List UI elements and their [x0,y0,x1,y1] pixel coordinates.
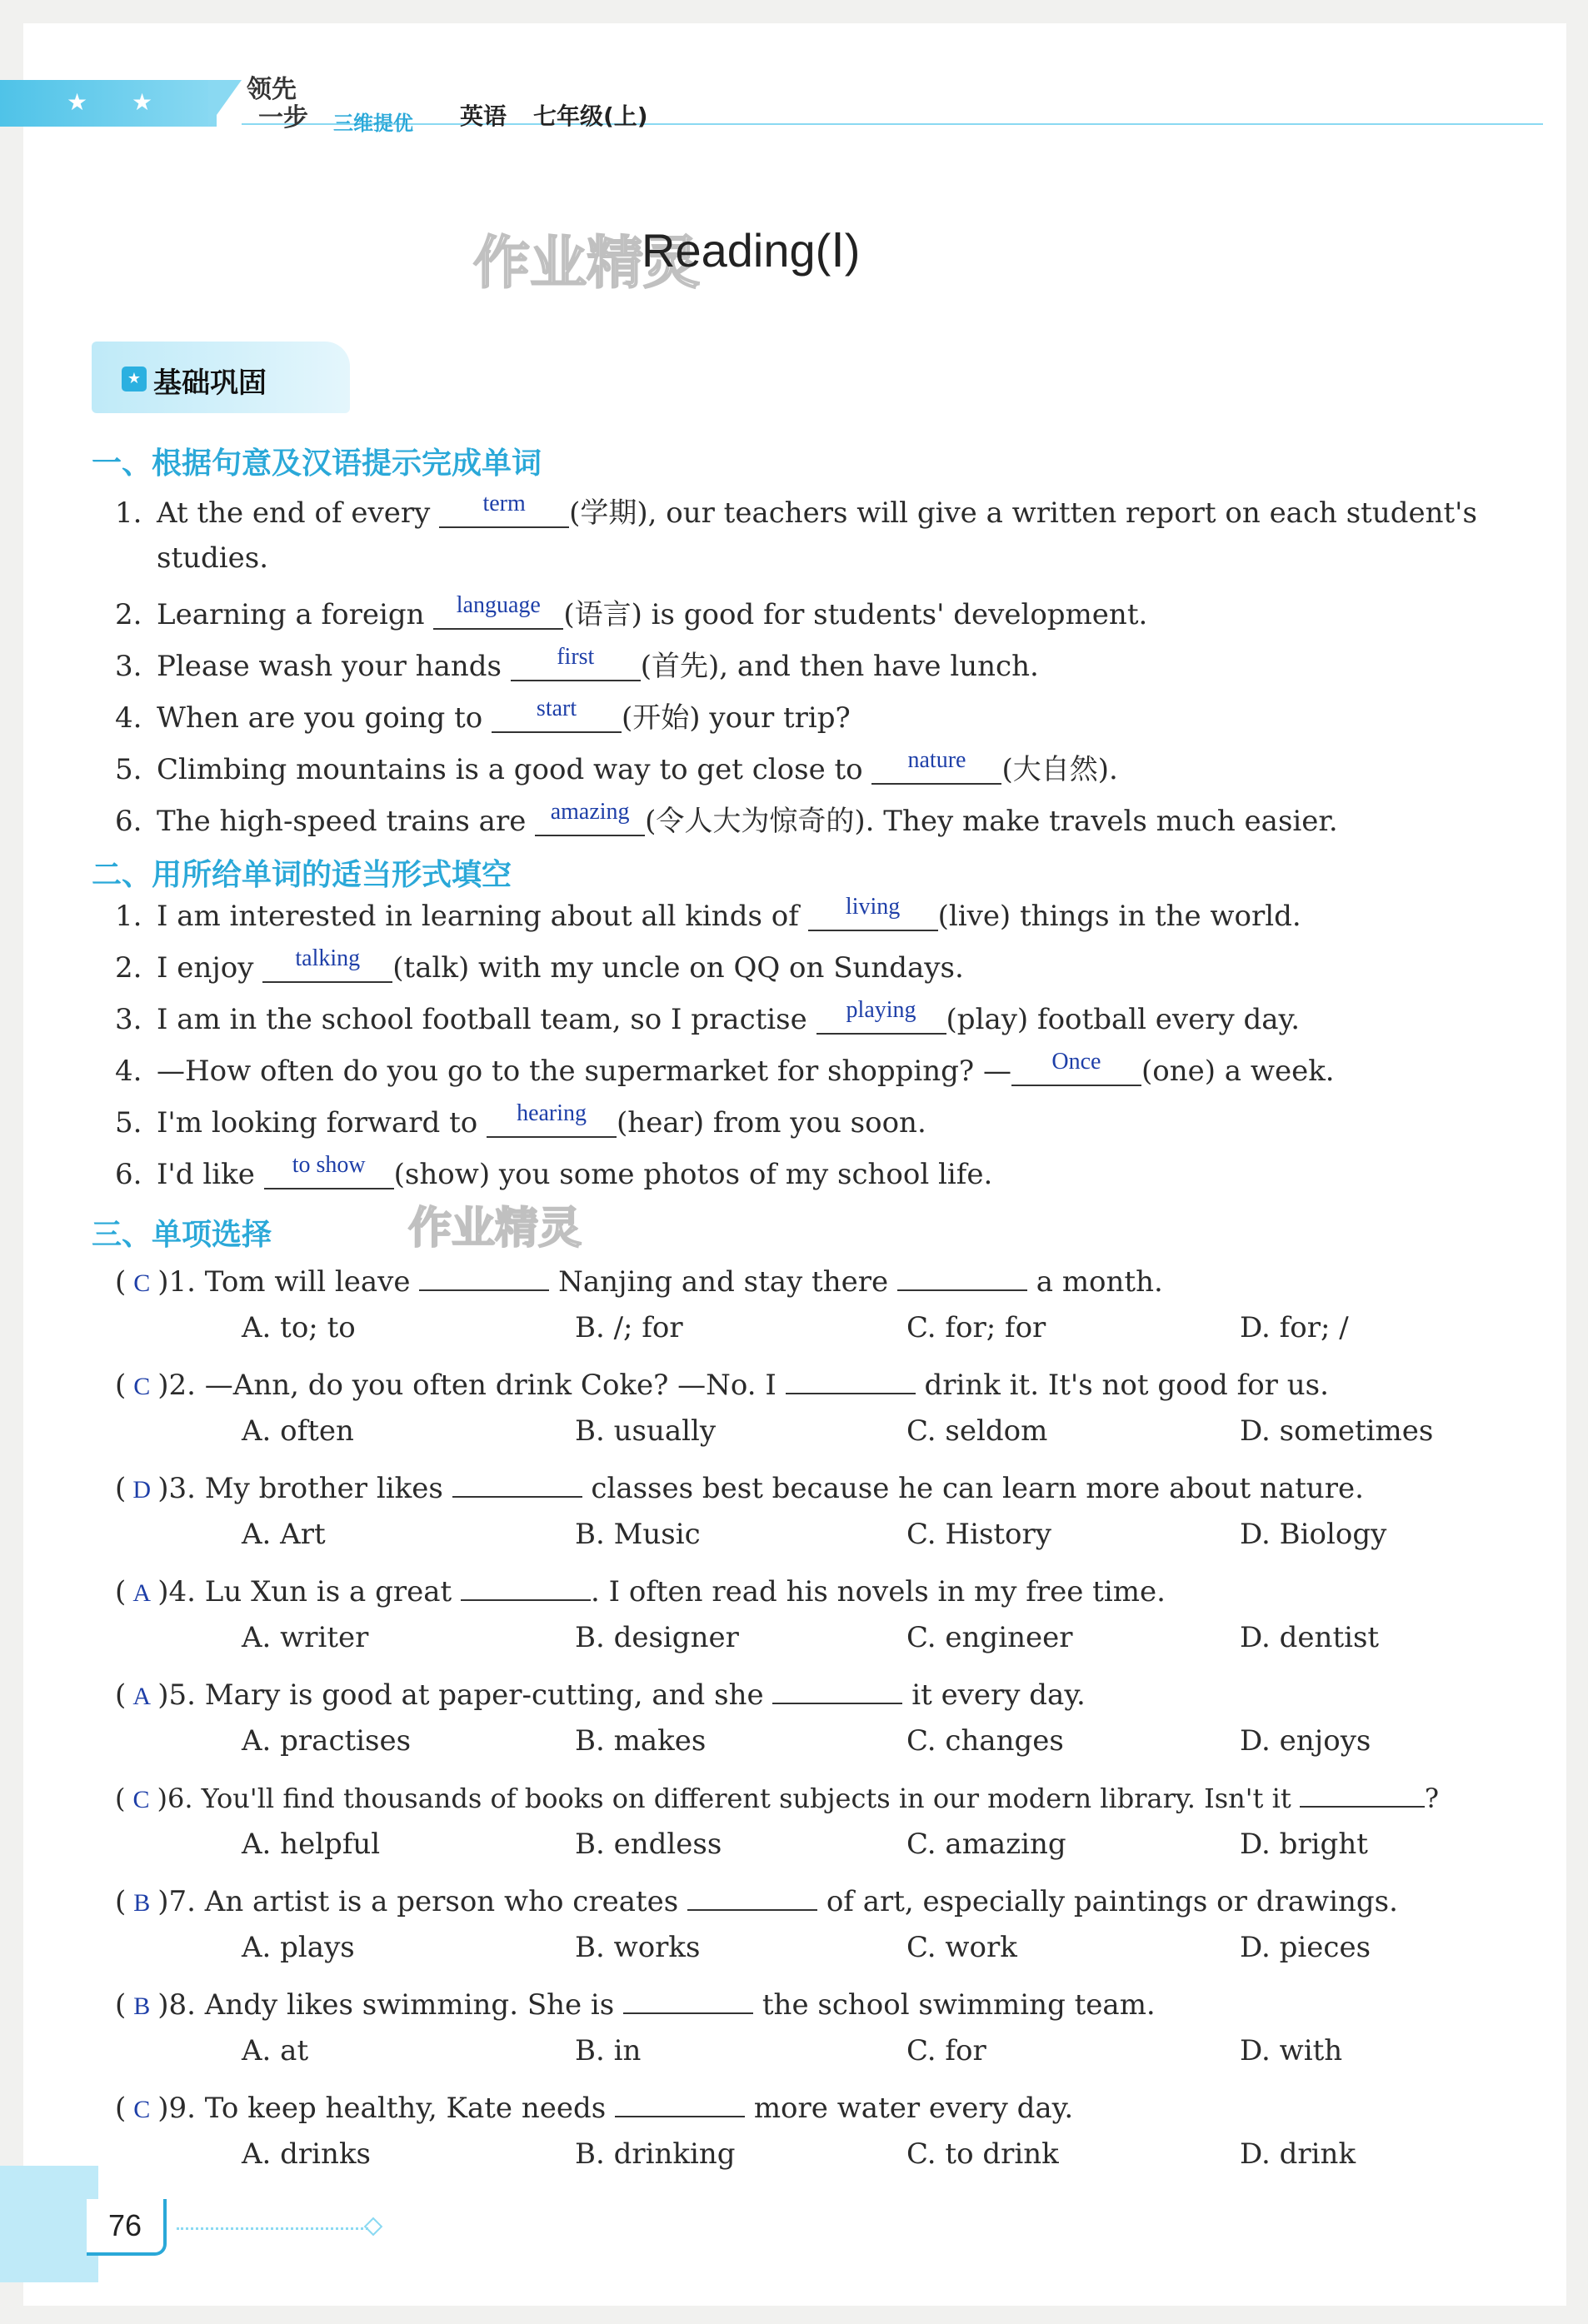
s2-item-2: 2. I enjoy $^{talking}$ (talk) with my uncle on QQ on Sundays. [115,945,964,985]
brand-top: 领先 [247,75,297,104]
option: A. often [242,1414,354,1448]
option: D. enjoys [1240,1724,1371,1758]
section1-heading: 一、根据句意及汉语提示完成单词 [92,446,542,481]
option: C. for; for [906,1311,1046,1344]
option: B. /; for [575,1311,683,1344]
option: C. for [906,2034,986,2067]
option: C. work [906,1931,1017,1964]
footer-dots [177,2227,368,2230]
option: A. practises [242,1724,412,1758]
s3-item-5: ( A )5. Mary is good at paper-cutting, and she it every day. [115,1673,1086,1712]
option: D. for; / [1240,1311,1349,1344]
footer-bar [0,2166,98,2282]
s1-item-5: 5. Climbing mountains is a good way to get close to $^{nature}$ (大自然). [115,747,1118,786]
option: A. writer [242,1621,369,1654]
option: D. dentist [1240,1621,1380,1654]
option: A. helpful [242,1828,381,1861]
option: B. designer [575,1621,739,1654]
s2-item-5: 5. I'm looking forward to $^{hearing}$ (hear) from you soon. [115,1100,926,1140]
page-title: Reading(Ⅰ) [642,224,861,277]
section3-heading: 三、单项选择 [92,1218,272,1252]
s1-item-6: 6. The high-speed trains are $^{amazing}$ (令人大为惊奇的). They make travels much easier. [115,799,1338,838]
s3-item-1: ( C )1. Tom will leave Nanjing and stay there a month. [115,1259,1163,1299]
option: B. Music [575,1518,701,1551]
s1-item-1-cont: studies. [157,541,269,575]
s3-item-8: ( B )8. Andy likes swimming. She is the school swimming team. [115,1982,1156,2022]
s3-item-7: ( B )7. An artist is a person who creates of art, especially paintings or drawings. [115,1879,1398,1918]
s2-item-1: 1. I am interested in learning about all kinds of $^{living}$ (live) things in the world. [115,894,1301,933]
s3-item-4: ( A )4. Lu Xun is a great . I often read his novels in my free time. [115,1569,1166,1608]
option: D. drink [1240,2137,1356,2171]
option: A. drinks [242,2137,372,2171]
option: B. works [575,1931,701,1964]
s1-item-3: 3. Please wash your hands $^{first}$ (首先), and then have lunch. [115,644,1039,683]
option: D. Biology [1240,1518,1387,1551]
s3-item-6: ( C )6. You'll find thousands of books on different subjects in our modern library. Isn't it ? [115,1776,1439,1814]
option: A. Art [242,1518,326,1551]
s1-item-4: 4. When are you going to $^{start}$ (开始) your trip? [115,696,851,735]
header-rule [242,123,1543,125]
option: C. History [906,1518,1051,1551]
option: C. changes [906,1724,1064,1758]
option: A. at [242,2034,309,2067]
option: B. drinking [575,2137,736,2171]
option: B. makes [575,1724,707,1758]
option: C. amazing [906,1828,1066,1861]
page-number: 76 [87,2199,167,2256]
s2-item-6: 6. I'd like $^{to show}$ (show) you some photos of my school life. [115,1152,993,1191]
header-slant [208,80,242,127]
option: C. to drink [906,2137,1059,2171]
option: B. usually [575,1414,717,1448]
s2-item-4: 4. —How often do you go to the supermarket for shopping? — $^{Once}$ (one) a week. [115,1049,1335,1088]
option: C. engineer [906,1621,1073,1654]
option: D. bright [1240,1828,1368,1861]
option: D. sometimes [1240,1414,1434,1448]
s2-item-3: 3. I am in the school football team, so I practise $^{playing}$ (play) football every day. [115,997,1301,1036]
option: A. to; to [242,1311,356,1344]
watermark: 作业精灵 [473,231,701,297]
s3-item-3: ( D )3. My brother likes classes best because he can learn more about nature. [115,1466,1364,1505]
section2-heading: 二、用所给单词的适当形式填空 [92,858,512,892]
brand-mid: 一步 [258,103,308,132]
option: B. in [575,2034,642,2067]
subject: 英语 [460,102,507,130]
badge-label: 基础巩固 [153,367,267,400]
star-badge-icon: ★ [122,367,147,391]
option: B. endless [575,1828,722,1861]
s3-item-2: ( C )2. —Ann, do you often drink Coke? —No. I drink it. It's not good for us. [115,1363,1329,1402]
s1-item-1: 1. At the end of every $^{term}$ (学期), our teachers will give a written report on each student's [115,491,1477,530]
s3-item-9: ( C )9. To keep healthy, Kate needs more water every day. [115,2086,1073,2125]
watermark-2: 作业精灵 [408,1204,582,1254]
brand-sub: 三维提优 [333,112,413,135]
option: A. plays [242,1931,355,1964]
option: D. pieces [1240,1931,1371,1964]
s1-item-2: 2. Learning a foreign $^{language}$ (语言) is good for students' development. [115,592,1148,631]
option: D. with [1240,2034,1343,2067]
option: C. seldom [906,1414,1048,1448]
grade: 七年级(上) [533,102,648,130]
star-icons: ★ ★ [67,88,172,116]
